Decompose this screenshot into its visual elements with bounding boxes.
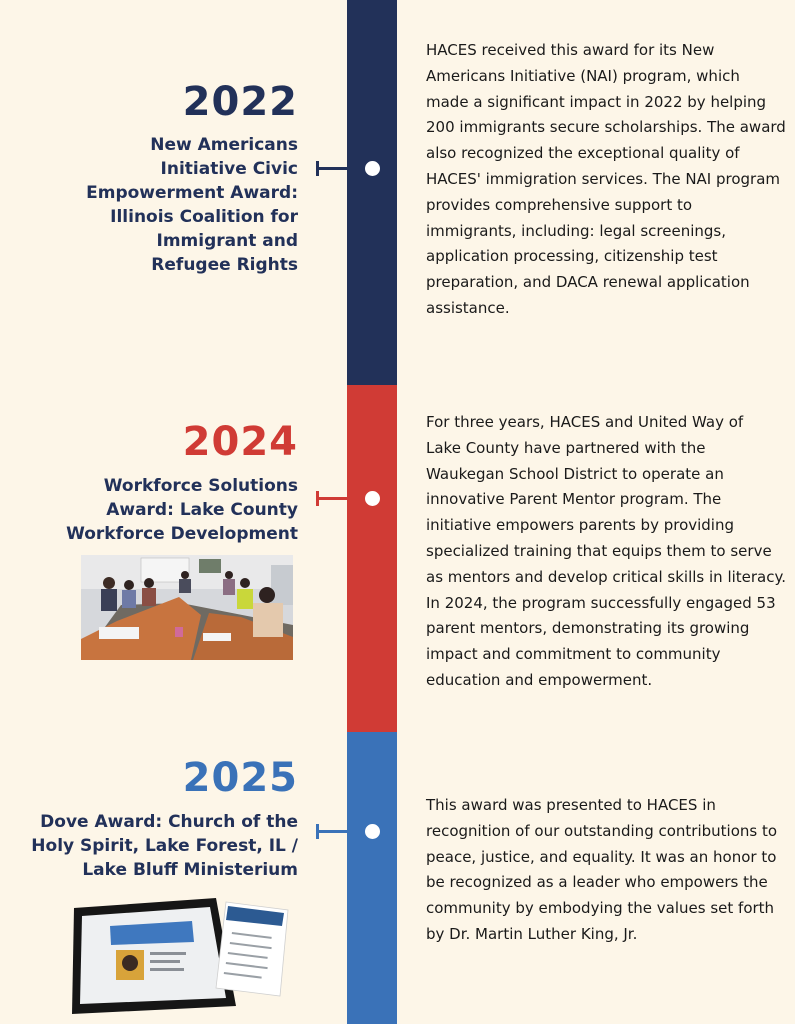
description-line: specialized training that equips them to serve [426,541,772,560]
description-line: education and empowerment. [426,670,653,689]
description-line: This award was presented to HACES in [426,796,716,814]
description-line: immigrants, including: legal screenings, [426,221,726,240]
award-title-line: Workforce Development [66,524,298,544]
description-line: recognition of our outstanding contributions to [426,821,778,840]
description-line: initiative empowers parents by providing [426,516,735,535]
year-2024-heading: 2024 [182,419,298,465]
dove-award-framed-certificate-photo [66,896,298,1021]
description-line: innovative Parent Mentor program. The [426,490,722,509]
award-title-line: Workforce Solutions [103,476,298,496]
award-title-line: Initiative Civic [160,159,298,179]
description-line: community by embodying the values set forth [426,899,775,918]
description-line: peace, justice, and equality. It was an honor to [426,847,777,866]
description-line: be recognized as a leader who empowers the [426,873,768,892]
description-2024 [426,410,786,694]
timeline-spine-segment-2024 [347,385,397,732]
description-line: Waukegan School District to operate an [426,464,724,483]
description-line: as mentors and develop critical skills in literacy. [426,567,786,586]
timeline-spine-segment-2022 [347,0,397,385]
description-line: impact and commitment to community [426,645,721,664]
connector-tick-2022 [316,167,347,170]
description-line: Americans Initiative (NAI) program, which [426,66,740,85]
description-line: assistance. [426,298,510,317]
timeline-spine-segment-2025 [347,732,397,1024]
description-line: For three years, HACES and United Way of [426,413,744,431]
award-title-line: Holy Spirit, Lake Forest, IL / [31,836,298,856]
award-title-line: Illinois Coalition for [110,207,298,227]
description-line: preparation, and DACA renewal application [426,273,750,292]
year-2022-heading: 2022 [182,79,298,125]
award-title-line: Refugee Rights [151,255,298,275]
connector-tick-2024 [316,497,347,500]
award-title-2024 [28,474,298,546]
description-2025 [426,793,786,948]
timeline-dot-2025 [365,824,380,839]
award-title-line: New Americans [150,135,298,155]
timeline-dot-2024 [365,491,380,506]
description-line: 200 immigrants secure scholarships. The award [426,118,786,137]
description-2022 [426,38,786,322]
timeline-dot-2022 [365,161,380,176]
award-title-2025 [28,810,298,882]
connector-tick-2025 [316,830,347,833]
description-line: In 2024, the program successfully engaged 53 [426,593,776,612]
description-line: HACES' immigration services. The NAI program [426,169,781,188]
award-title-line: Immigrant and [156,231,298,251]
award-title-line: Dove Award: Church of the [40,812,298,832]
description-line: by Dr. Martin Luther King, Jr. [426,924,638,943]
description-line: parent mentors, demonstrating its growing [426,619,750,638]
description-line: HACES received this award for its New [426,41,715,59]
award-title-2022 [28,133,298,277]
parent-mentor-meeting-photo [81,555,293,660]
award-title-line: Lake Bluff Ministerium [82,860,298,880]
award-title-line: Award: Lake County [106,500,298,520]
description-line: also recognized the exceptional quality of [426,144,740,163]
description-line: Lake County have partnered with the [426,438,706,457]
award-title-line: Empowerment Award: [86,183,298,203]
description-line: provides comprehensive support to [426,195,693,214]
description-line: application processing, citizenship test [426,247,718,266]
description-line: made a significant impact in 2022 by helping [426,92,767,111]
year-2025-heading: 2025 [182,755,298,801]
